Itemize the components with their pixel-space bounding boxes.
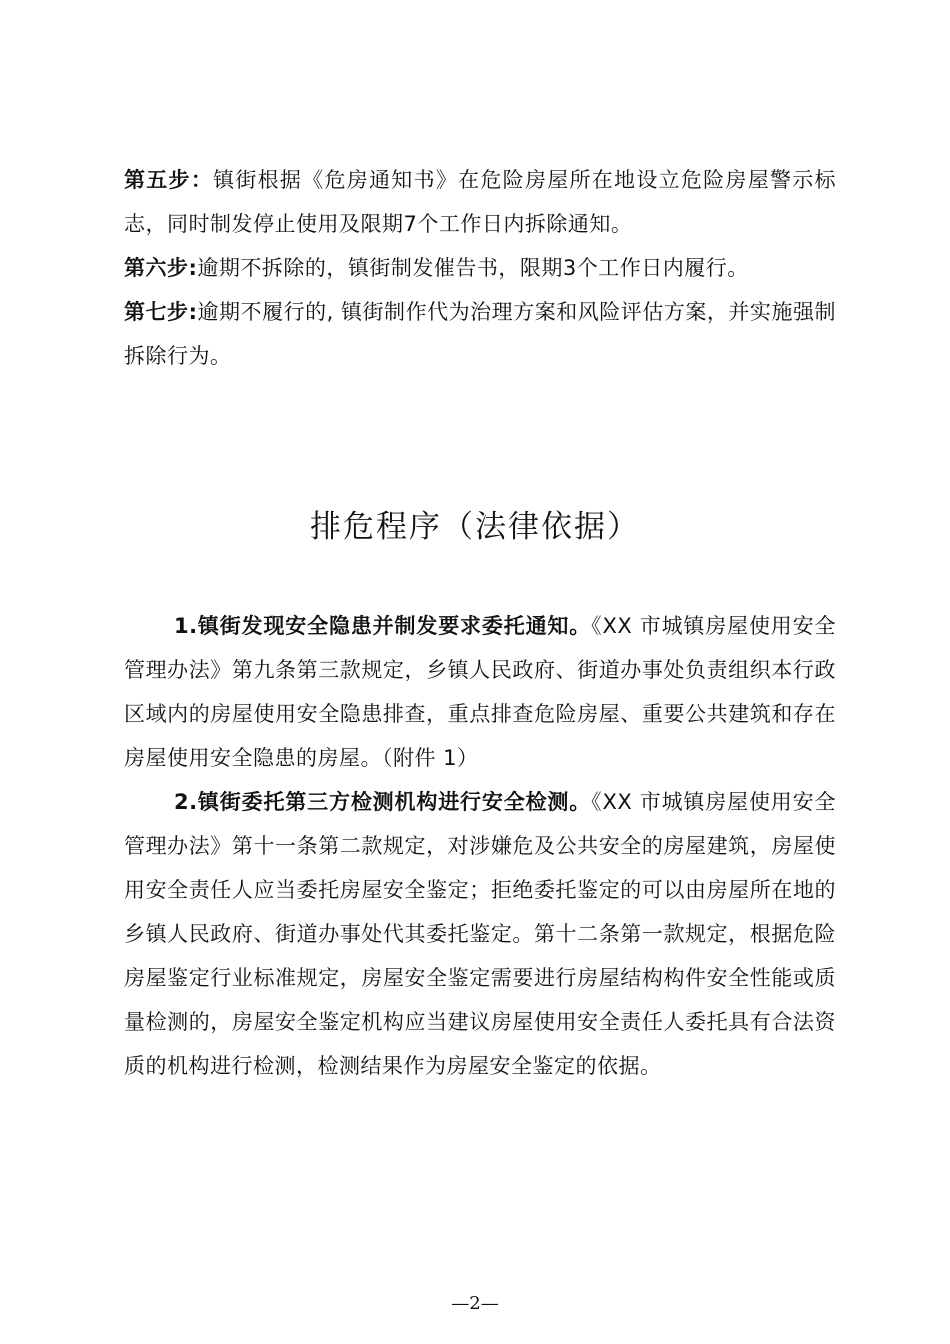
step-six-label: 第六步	[124, 256, 189, 280]
legal-item-2-body: 《XX 市城镇房屋使用安全管理办法》第十一条第二款规定，对涉嫌危及公共安全的房屋建筑，房屋使用安全责任人应当委托房屋安全鉴定；拒绝委托鉴定的可以由房屋所在地的乡镇人民政府、街道办事处代其委托鉴定。第十二条第一款规定，根据危险房屋鉴定行业标准规定，房屋安全鉴定需要进行房屋结构构件安全性能或质量检测的，房屋安全鉴定机构应当建议房屋使用安全责任人委托具有合法资质的机构进行检测，检测结果作为房屋安全鉴定的依据。	[124, 790, 836, 1078]
section-title: 排危程序（法律依据）	[310, 509, 640, 545]
step-six-separator: :	[188, 256, 198, 280]
step-six-text: 逾期不拆除的，镇街制发催告书，限期3个工作日内履行。	[197, 256, 749, 280]
legal-item-2	[124, 780, 836, 1088]
steps-block	[124, 158, 836, 378]
step-five-separator: ：	[190, 168, 214, 192]
step-six	[124, 246, 836, 290]
legal-item-1-heading: 1.镇街发现安全隐患并制发要求委托通知。	[174, 614, 592, 638]
step-seven-separator: :	[188, 300, 198, 324]
step-five	[124, 158, 836, 246]
step-five-label: 第五步	[124, 168, 191, 192]
step-five-text: 镇街根据《危房通知书》在危险房屋所在地设立危险房屋警示标志，同时制发停止使用及限期7个工作日内拆除通知。	[124, 168, 837, 236]
step-seven	[124, 290, 836, 378]
step-seven-label: 第七步	[124, 300, 189, 324]
legal-item-2-heading: 2.镇街委托第三方检测机构进行安全检测。	[174, 790, 592, 814]
step-seven-text: 逾期不履行的, 镇街制作代为治理方案和风险评估方案，并实施强制拆除行为。	[124, 300, 836, 368]
legal-item-1	[124, 604, 836, 780]
legal-basis-block	[124, 604, 836, 1088]
page-number: —2—	[451, 1293, 499, 1314]
legal-item-1-body: 《XX 市城镇房屋使用安全管理办法》第九条第三款规定，乡镇人民政府、街道办事处负责组织本行政区域内的房屋使用安全隐患排查，重点排查危险房屋、重要公共建筑和存在房屋使用安全隐患的房屋。（附件 1）	[124, 614, 836, 770]
